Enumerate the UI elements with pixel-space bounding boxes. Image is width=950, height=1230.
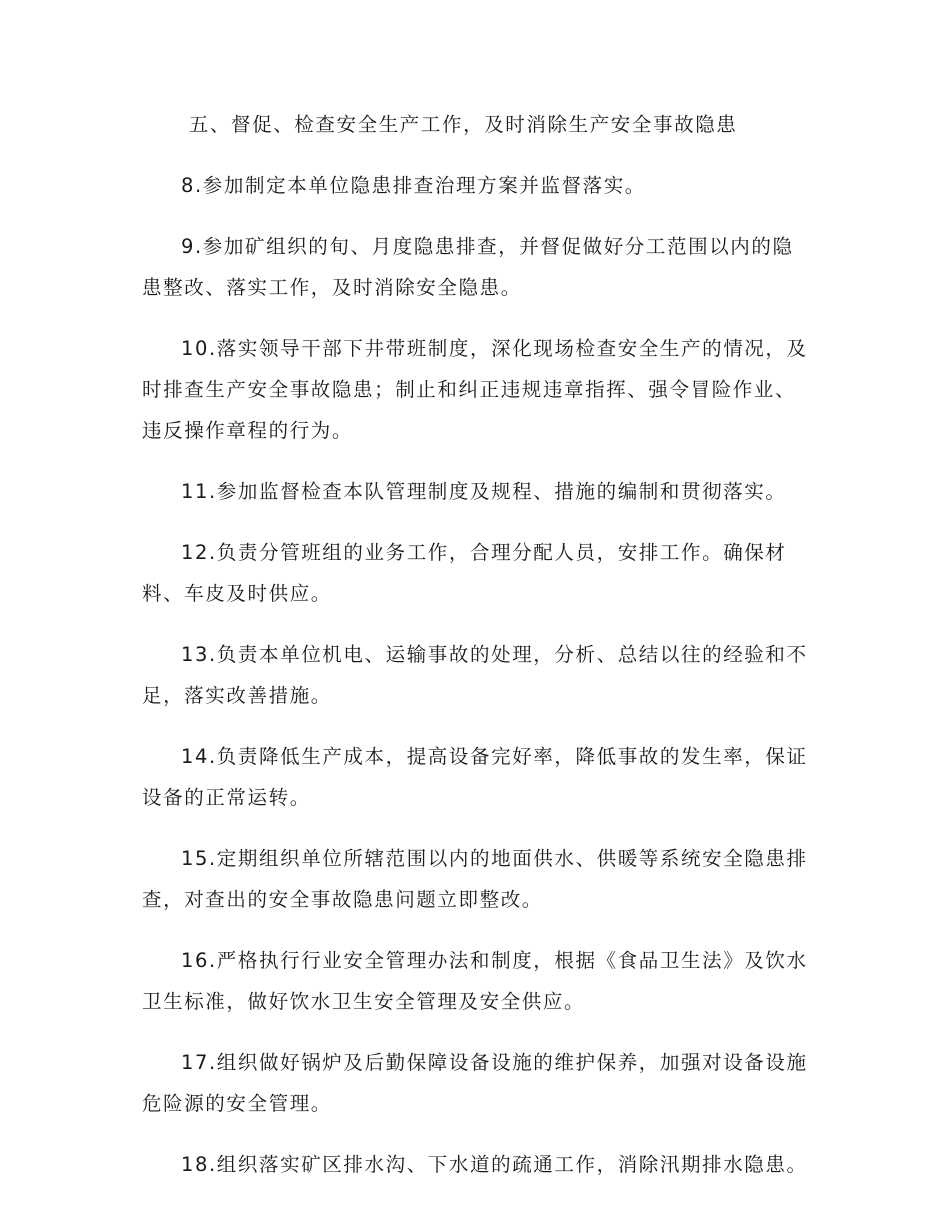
list-item-16: 16.严格执行行业安全管理办法和制度，根据《食品卫生法》及饮水卫生标准，做好饮水卫生安全管理及安全供应。 bbox=[142, 949, 808, 1013]
section-heading: 五、督促、检查安全生产工作，及时消除生产安全事故隐患 bbox=[188, 113, 738, 136]
list-item-18: 18.组织落实矿区排水沟、下水道的疏通工作，消除汛期排水隐患。 bbox=[181, 1153, 808, 1176]
list-item-12: 12.负责分管班组的业务工作，合理分配人员，安排工作。确保材料、车皮及时供应。 bbox=[142, 541, 787, 605]
document-body bbox=[142, 104, 810, 1205]
list-item-17: 17.组织做好锅炉及后勤保障设备设施的维护保养，加强对设备设施危险源的安全管理。 bbox=[142, 1051, 808, 1115]
list-item-11: 11.参加监督检查本队管理制度及规程、措施的编制和贯彻落实。 bbox=[181, 480, 787, 503]
list-item-15: 15.定期组织单位所辖范围以内的地面供水、供暖等系统安全隐患排查，对查出的安全事故隐患问题立即整改。 bbox=[142, 847, 808, 911]
list-item-13: 13.负责本单位机电、运输事故的处理，分析、总结以往的经验和不足，落实改善措施。 bbox=[142, 643, 808, 707]
list-item-8: 8.参加制定本单位隐患排查治理方案并监督落实。 bbox=[181, 174, 646, 197]
list-item-9: 9.参加矿组织的旬、月度隐患排查，并督促做好分工范围以内的隐患整改、落实工作，及时消除安全隐患。 bbox=[142, 235, 794, 299]
list-item-14: 14.负责降低生产成本，提高设备完好率，降低事故的发生率，保证设备的正常运转。 bbox=[142, 745, 808, 809]
list-item-10: 10.落实领导干部下井带班制度，深化现场检查安全生产的情况，及时排查生产安全事故隐患；制止和纠正违规违章指挥、强令冒险作业、违反操作章程的行为。 bbox=[142, 337, 808, 442]
